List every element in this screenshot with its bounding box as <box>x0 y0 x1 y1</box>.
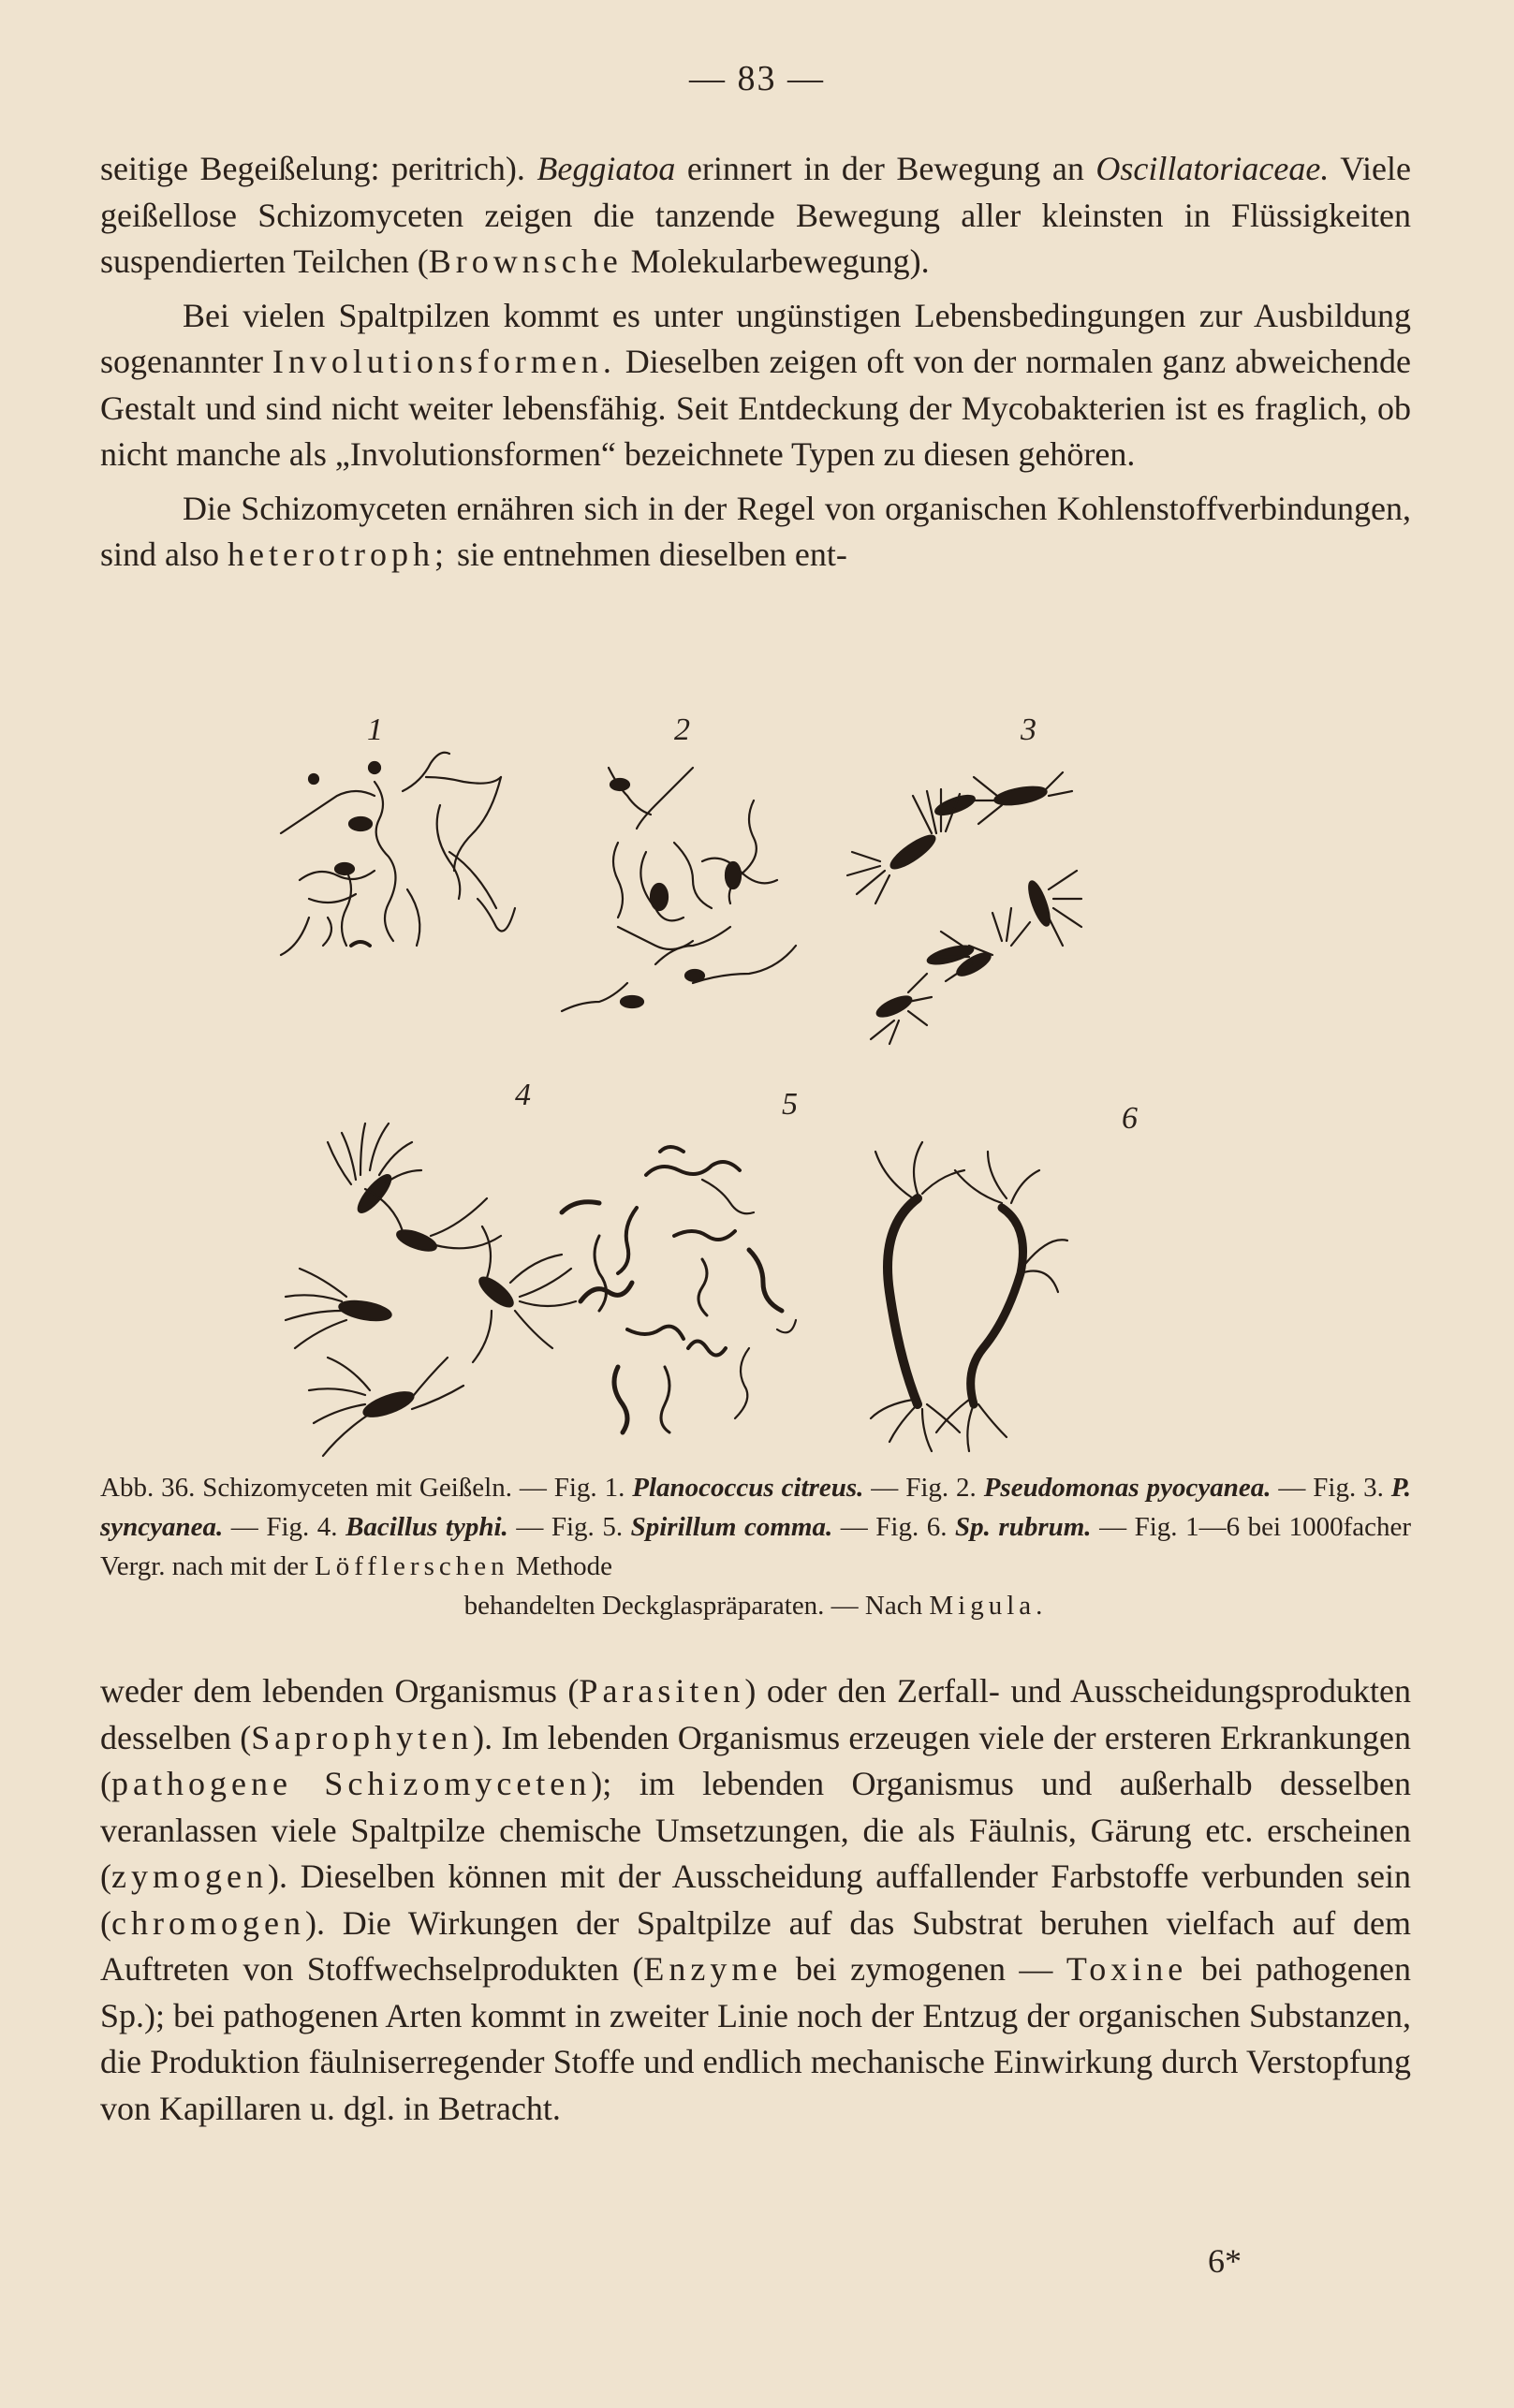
species-name: Spirillum comma. <box>630 1512 833 1542</box>
text-run: — Fig. 1—6 bei 1000facher Vergr. nach mit der <box>100 1512 1412 1581</box>
text-run: ); im lebenden Organismus und außerhalb desselben veranlassen viele Spaltpilze chemische Umsetzungen, die als Fäulnis, Gärung etc. erscheinen ( <box>100 1765 1412 1895</box>
text-run: ). Die Wirkungen der Spaltpilze auf das Substrat beruhen vielfach auf dem Auftreten von Stoffwechselprodukten ( <box>100 1903 1411 1988</box>
spaced-term: heterotroph; <box>228 536 448 573</box>
paragraph <box>100 146 1411 286</box>
fig-label-2: 2 <box>674 712 690 747</box>
text-run: bei pathogenen Sp.); bei pathogenen Arten kommt in zweiter Linie noch der Entzug der organischen Substanzen, die Produktion fäulniserregender Stoffe und endlich mechanische Einwirkung durch Verstopfung von Kapillaren u. dgl. in Betracht. <box>100 1950 1412 2127</box>
text-run: ). Im lebenden Organismus erzeugen viele der ersteren Erkrankungen ( <box>100 1718 1411 1802</box>
fig-label-4: 4 <box>515 1078 531 1112</box>
text-run: Dieselben zeigen oft von der normalen ganz abweichende Gestalt und sind nicht weiter lebensfähig. Seit Entdeckung der Mycobakterien ist es fraglich, ob nicht manche als „Involutionsformen“ bezeichnete Typen zu diesen gehören. <box>100 343 1411 473</box>
spaced-term: Löfflerschen <box>314 1551 509 1581</box>
spaced-term: Brownsche <box>428 242 623 280</box>
genus-name: Beggiatoa <box>537 150 676 187</box>
paragraph <box>100 293 1411 478</box>
author-name: Migula. <box>929 1591 1048 1621</box>
text-run: — Fig. 5. <box>507 1512 631 1542</box>
text-run: ) oder den Zerfall- und Ausscheidungsprodukten desselben ( <box>100 1672 1411 1756</box>
text-block-top <box>100 146 1411 579</box>
species-name: Bacillus typhi. <box>345 1512 508 1542</box>
spaced-term: pathogene Schizomyceten <box>111 1765 592 1802</box>
text-run: bei zymogenen — <box>782 1950 1066 1988</box>
spaced-term: Saprophyten <box>251 1718 474 1756</box>
family-name: Oscillatoriaceae. <box>1095 150 1330 187</box>
species-name: Sp. rubrum. <box>955 1512 1092 1542</box>
text-run: Molekularbewegung). <box>622 242 930 280</box>
text-run: — Fig. 3. <box>1271 1473 1391 1503</box>
spaced-term: chromogen <box>111 1903 305 1942</box>
species-name: P. syncyanea. <box>100 1473 1411 1542</box>
fig-label-6: 6 <box>1122 1101 1138 1136</box>
species-name: Pseudomonas pyocyanea. <box>983 1473 1271 1503</box>
fig-label-1: 1 <box>367 712 383 747</box>
fig-label-5: 5 <box>782 1087 798 1122</box>
caption-last-line <box>100 1586 1411 1625</box>
panel-5-drawing <box>562 1147 796 1432</box>
text-run: ). Dieselben können mit der Ausscheidung auffallender Farbstoffe verbunden sein ( <box>100 1857 1411 1942</box>
text-run: Die Schizomyceten ernähren sich in der Regel von organischen Kohlenstoffverbindungen, sind also <box>100 489 1411 573</box>
figure-schizomycetes <box>262 712 1255 1461</box>
text-run: erinnert in der Bewegung an <box>675 150 1096 187</box>
paragraph <box>100 486 1411 579</box>
figure-caption <box>100 1468 1411 1625</box>
flagella-illustration <box>262 712 1255 1461</box>
spaced-term: Parasiten <box>579 1672 745 1710</box>
text-run: — Fig. 4. <box>223 1512 346 1542</box>
text-run: Bei vielen Spaltpilzen kommt es unter ungünstigen Lebensbedingungen zur Ausbildung sogenannter <box>100 296 1411 380</box>
text-run: Viele geißellose Schizomyceten zeigen die tanzende Bewegung aller kleinsten in Flüssigkeiten suspendierten Teilchen ( <box>100 150 1411 280</box>
panel-4-drawing <box>286 1123 576 1456</box>
fig-label-3: 3 <box>1021 712 1036 747</box>
text-run: Abb. 36. Schizomyceten mit Geißeln. — Fig. 1. <box>100 1473 633 1503</box>
text-run: — Fig. 6. <box>832 1512 956 1542</box>
paragraph <box>100 1668 1411 2132</box>
text-run: sie entnehmen dieselben ent- <box>448 536 847 573</box>
panel-3-drawing <box>847 772 1081 1044</box>
spaced-term: Involutionsformen. <box>272 343 616 380</box>
signature-mark: 6* <box>1208 2242 1242 2280</box>
text-run: Methode <box>508 1551 612 1581</box>
text-run: — Fig. 2. <box>863 1473 984 1503</box>
panel-1-drawing <box>281 753 515 955</box>
spaced-term: Enzyme <box>643 1950 783 1988</box>
text-run: weder dem lebenden Organismus ( <box>100 1672 580 1710</box>
page-number: — 83 — <box>689 59 825 98</box>
text-run: behandelten Deckglaspräparaten. — Nach <box>463 1591 930 1621</box>
spaced-term: zymogen <box>111 1857 268 1895</box>
panel-2-drawing <box>562 768 796 1011</box>
species-name: Planococcus citreus. <box>632 1473 864 1503</box>
spaced-term: Toxine <box>1066 1950 1188 1988</box>
text-run: seitige Begeißelung: peritrich). <box>100 150 537 187</box>
text-block-bottom <box>100 1668 1411 2132</box>
panel-6-drawing <box>871 1142 1067 1451</box>
